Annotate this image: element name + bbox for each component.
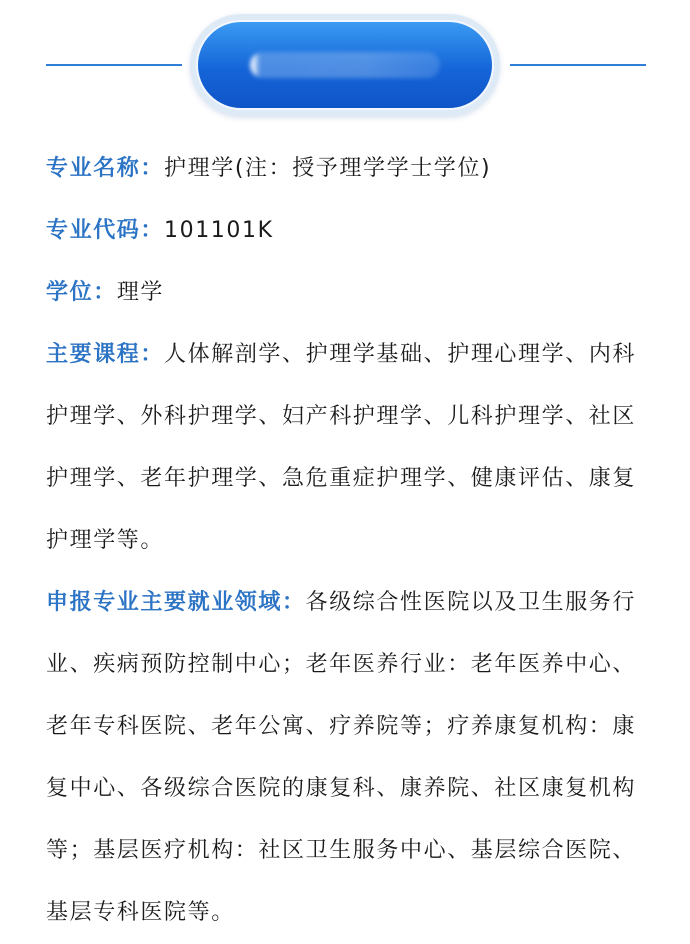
- field-major-name: [46, 138, 652, 200]
- divider-left: [46, 64, 182, 66]
- field-degree: [46, 262, 652, 324]
- field-employment-areas: [46, 572, 652, 944]
- field-label: 专业名称：: [46, 156, 165, 181]
- field-value: 各级综合性医院以及卫生服务行业、疾病预防控制中心；老年医养行业：老年医养中心、老年专科医院、老年公寓、疗养院等；疗养康复机构：康复中心、各级综合医院的康复科、康养院、社区康复机构等；基层医疗机构：社区卫生服务中心、基层综合医院、基层专科医院等。: [46, 590, 637, 925]
- field-label: 专业代码：: [46, 218, 165, 243]
- header-banner: [0, 0, 690, 130]
- field-major-code: [46, 200, 652, 262]
- field-label: 主要课程：: [46, 342, 165, 367]
- field-value: 人体解剖学、护理学基础、护理心理学、内科护理学、外科护理学、妇产科护理学、儿科护理学、社区护理学、老年护理学、急危重症护理学、健康评估、康复护理学等。: [46, 342, 637, 553]
- field-label: 学位：: [46, 280, 117, 305]
- field-value: 护理学(注：授予理学学士学位): [164, 156, 492, 181]
- field-main-courses: [46, 324, 652, 572]
- field-value: 101101K: [164, 218, 274, 243]
- field-label: 申报专业主要就业领域：: [46, 590, 306, 615]
- field-value: 理学: [116, 280, 165, 305]
- blurred-title: [250, 52, 440, 78]
- divider-right: [510, 64, 646, 66]
- major-info: [46, 138, 652, 944]
- title-pill: [196, 20, 494, 110]
